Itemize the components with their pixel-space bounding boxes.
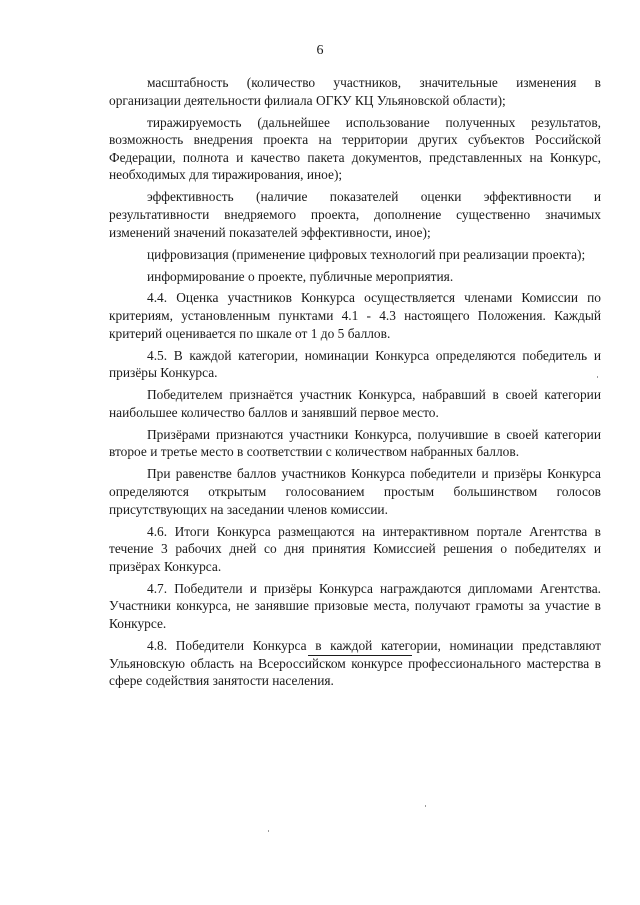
winner-definition: Победителем признаётся участник Конкурса, набравший в своей категории наибольшее количество баллов и занявший первое место. [109, 387, 601, 420]
criterion-effectiveness: эффективность (наличие показателей оценки эффективности и результативности внедряемого проекта, дополнение существенно значимых изменений значений показателей эффективности, иное); [109, 189, 601, 240]
scan-speck [597, 376, 598, 378]
clause-4-8: 4.8. Победители Конкурса в каждой категории, номинации представляют Ульяновскую область на Всероссийском конкурсе профессионального мастерства в сфере содействия занятости населения. [109, 637, 601, 689]
prize-winners-definition: Призёрами признаются участники Конкурса, получившие в своей категории второе и третье место в соответствии с количеством набранных баллов. [109, 426, 601, 460]
page-number: 6 [316, 43, 324, 58]
clause-4-7: 4.7. Победители и призёры Конкурса награждаются дипломами Агентства. Участники конкурса, не занявшие призовые места, получают грамоты за участие в Конкурсе. [109, 580, 601, 631]
clause-4-6: 4.6. Итоги Конкурса размещаются на интерактивном портале Агентства в течение 3 рабочих дней со дня принятия Комиссией решения о победителях и призёрах Конкурса. [109, 523, 601, 574]
scan-speck [268, 830, 269, 832]
clause-4-4: 4.4. Оценка участников Конкурса осуществляется членами Комиссии по критериям, установленным пунктами 4.1 - 4.3 настоящего Положения. Каждый критерий оценивается по шкале от 1 до 5 баллов. [109, 290, 601, 341]
criterion-scale: масштабность (количество участников, значительные изменения в организации деятельности филиала ОГКУ КЦ Ульяновской области); [109, 75, 601, 108]
scan-speck [425, 805, 426, 807]
clause-4-5: 4.5. В каждой категории, номинации Конкурса определяются победитель и призёры Конкурса. [109, 347, 601, 381]
document-body [109, 74, 601, 694]
criterion-digitalization: цифровизация (применение цифровых технологий при реализации проекта); [147, 246, 586, 262]
tie-rule: При равенстве баллов участников Конкурса победители и призёры Конкурса определяются открытым голосованием простым большинством голосов присутствующих на заседании членов комиссии. [109, 466, 601, 517]
criterion-publicity: информирование о проекте, публичные мероприятия. [147, 268, 454, 284]
end-of-document-rule [308, 655, 412, 656]
criterion-replicability: тиражируемость (дальнейшее использование полученных результатов, возможность внедрения проекта на территории других субъектов Российской Федерации, полнота и качество пакета документов, представленных на Конкурс, необходимых для тиражирования, иное); [109, 114, 601, 183]
